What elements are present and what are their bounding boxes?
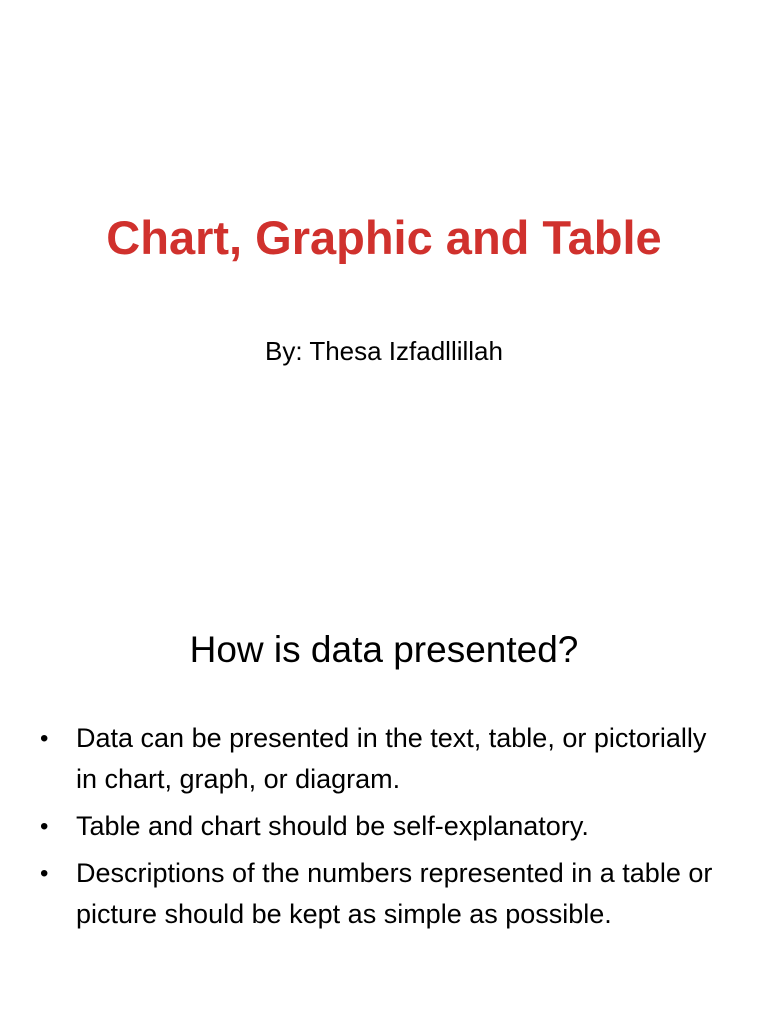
presentation-title: Chart, Graphic and Table [106, 211, 662, 264]
slide-heading: How is data presented? [189, 629, 579, 670]
bullet-icon: • [40, 813, 49, 840]
bullet-item [40, 718, 730, 800]
bullet-text: Data can be presented in the text, table, or pictorially in chart, graph, or diagram. [76, 723, 707, 794]
bullet-text: Descriptions of the numbers represented in a table or picture should be kept as simple as possible. [76, 858, 713, 929]
bullet-item [40, 806, 730, 847]
bullet-list [40, 718, 730, 941]
bullet-item [40, 853, 730, 935]
content-slide [0, 576, 768, 1024]
bullet-icon: • [40, 725, 49, 752]
bullet-text: Table and chart should be self-explanatory. [76, 811, 589, 841]
author-subtitle: By: Thesa Izfadllillah [265, 336, 503, 366]
bullet-icon: • [40, 860, 49, 887]
